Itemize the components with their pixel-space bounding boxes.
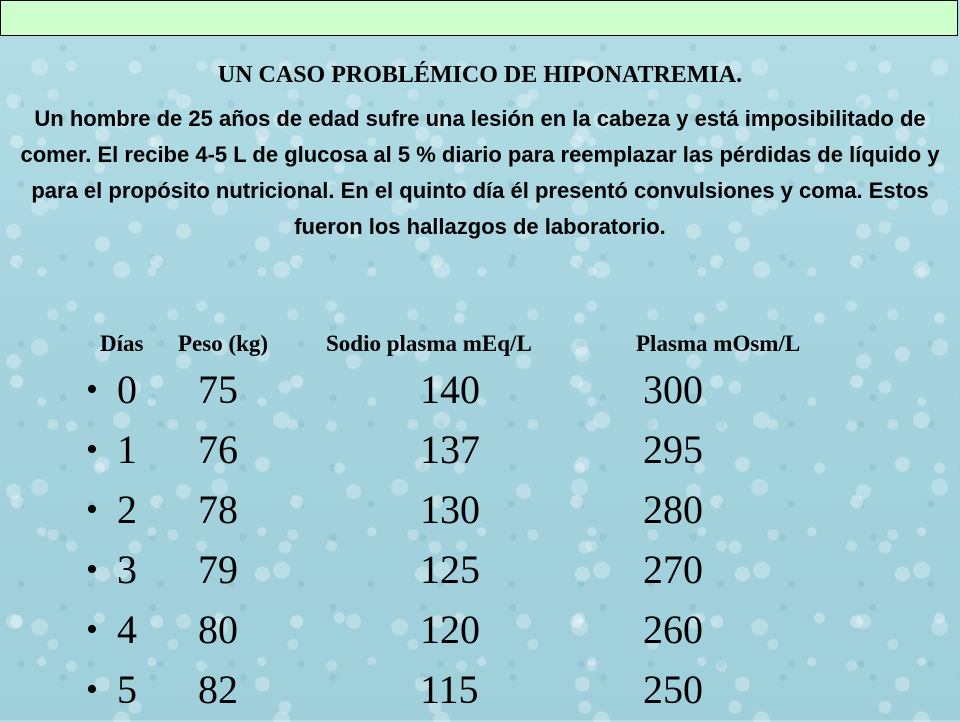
top-banner-bar <box>0 0 958 36</box>
cell-dia: 3 <box>117 547 137 592</box>
cell-sodio: 125 <box>420 547 480 592</box>
table-row <box>0 482 960 542</box>
cell-peso: 76 <box>198 427 238 472</box>
cell-sodio: 115 <box>420 667 479 712</box>
table-row <box>0 422 960 482</box>
bullet-icon: • <box>86 611 98 648</box>
cell-osmolaridad: 270 <box>643 547 703 592</box>
cell-peso: 82 <box>198 667 238 712</box>
cell-dia: 1 <box>117 427 137 472</box>
cell-peso: 80 <box>198 607 238 652</box>
cell-sodio: 120 <box>420 607 480 652</box>
cell-osmolaridad: 300 <box>643 367 703 412</box>
bullet-icon: • <box>86 371 98 408</box>
header-peso: Peso (kg) <box>178 331 269 356</box>
cell-dia: 5 <box>117 667 137 712</box>
lab-results-list <box>0 362 960 722</box>
cell-peso: 75 <box>198 367 238 412</box>
bullet-icon: • <box>86 551 98 588</box>
cell-sodio: 130 <box>420 487 480 532</box>
cell-dia: 2 <box>117 487 137 532</box>
case-description: Un hombre de 25 años de edad sufre una lesión en la cabeza y está imposibilitado de comer. El recibe 4-5 L de glucosa al 5 % diario para reemplazar las pérdidas de líquido y para el propósito nutricional. En el quinto día él presentó convulsiones y coma. Estos fueron los hallazgos de laboratorio. <box>20 106 940 239</box>
table-header <box>0 328 960 360</box>
bullet-icon: • <box>86 491 98 528</box>
header-sodio: Sodio plasma mEq/L <box>326 331 532 356</box>
cell-osmolaridad: 250 <box>643 667 703 712</box>
header-osmolaridad: Plasma mOsm/L <box>636 331 801 356</box>
cell-peso: 79 <box>198 547 238 592</box>
cell-dia: 4 <box>117 607 137 652</box>
cell-osmolaridad: 295 <box>643 427 703 472</box>
cell-sodio: 137 <box>420 427 480 472</box>
slide-title: UN CASO PROBLÉMICO DE HIPONATREMIA. <box>217 62 743 88</box>
table-row <box>0 362 960 422</box>
table-row <box>0 662 960 722</box>
bullet-icon: • <box>86 671 98 708</box>
cell-osmolaridad: 260 <box>643 607 703 652</box>
header-dias: Días <box>100 331 144 356</box>
bullet-icon: • <box>86 431 98 468</box>
cell-dia: 0 <box>117 367 137 412</box>
cell-sodio: 140 <box>420 367 480 412</box>
table-row <box>0 542 960 602</box>
cell-peso: 78 <box>198 487 238 532</box>
table-row <box>0 602 960 662</box>
cell-osmolaridad: 280 <box>643 487 703 532</box>
